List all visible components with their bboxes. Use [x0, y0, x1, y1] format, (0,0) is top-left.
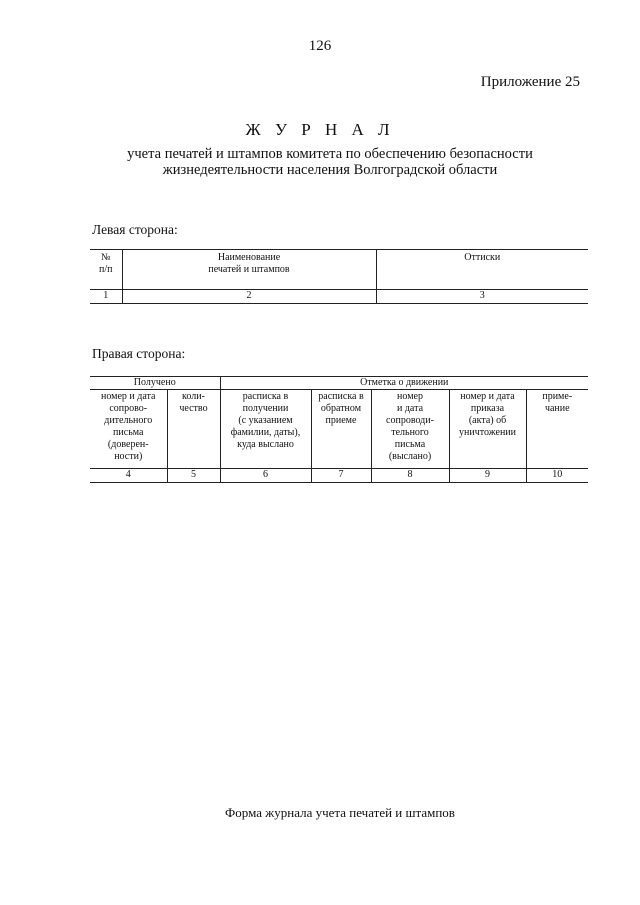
header-cell-return-receipt: расписка в обратном приеме [311, 390, 371, 469]
column-number: 9 [449, 469, 526, 483]
header-cell-destruction-order: номер и дата приказа (акта) об уничтожении [449, 390, 526, 469]
left-side-table [90, 249, 588, 304]
right-side-label: Правая сторона: [92, 346, 186, 361]
table-header-row [90, 250, 588, 290]
header-cell-impressions: Оттиски [376, 250, 588, 290]
table-header-row [90, 390, 588, 469]
left-side-label: Левая сторона: [92, 222, 178, 237]
header-cell-letter: номер и дата сопрово- дительного письма (доверен- ности) [90, 390, 167, 469]
column-number: 3 [376, 290, 588, 304]
table-row [90, 290, 588, 304]
column-number: 10 [526, 469, 588, 483]
right-side-table [90, 376, 588, 483]
column-number: 5 [167, 469, 220, 483]
group-header-movement: Отметка о движении [220, 377, 588, 390]
document-subtitle: учета печатей и штампов комитета по обеспечению безопасности жизнедеятельности населения Волгоградской области [127, 146, 533, 178]
table-row [90, 469, 588, 483]
column-number: 1 [103, 290, 109, 301]
header-cell-name: Наименование печатей и штампов [122, 250, 376, 290]
document-title: Ж У Р Н А Л [245, 120, 395, 139]
page-number: 126 [308, 38, 332, 54]
group-header-received: Получено [90, 377, 220, 390]
column-number: 8 [371, 469, 449, 483]
header-cell-number: № п/п [90, 250, 122, 290]
header-cell-receipt: расписка в получении (с указанием фамилии, даты), куда выслано [220, 390, 311, 469]
header-cell-note: приме- чание [526, 390, 588, 469]
appendix-label: Приложение 25 [480, 74, 580, 90]
column-number: 6 [220, 469, 311, 483]
table-group-header-row [90, 377, 588, 390]
column-number: 4 [125, 469, 131, 480]
header-cell-quantity: коли- чество [167, 390, 220, 469]
column-number: 2 [122, 290, 376, 304]
form-caption: Форма журнала учета печатей и штампов [225, 805, 455, 820]
column-number: 7 [311, 469, 371, 483]
header-cell-sent-letter: номер и дата сопроводи- тельного письма (выслано) [371, 390, 449, 469]
